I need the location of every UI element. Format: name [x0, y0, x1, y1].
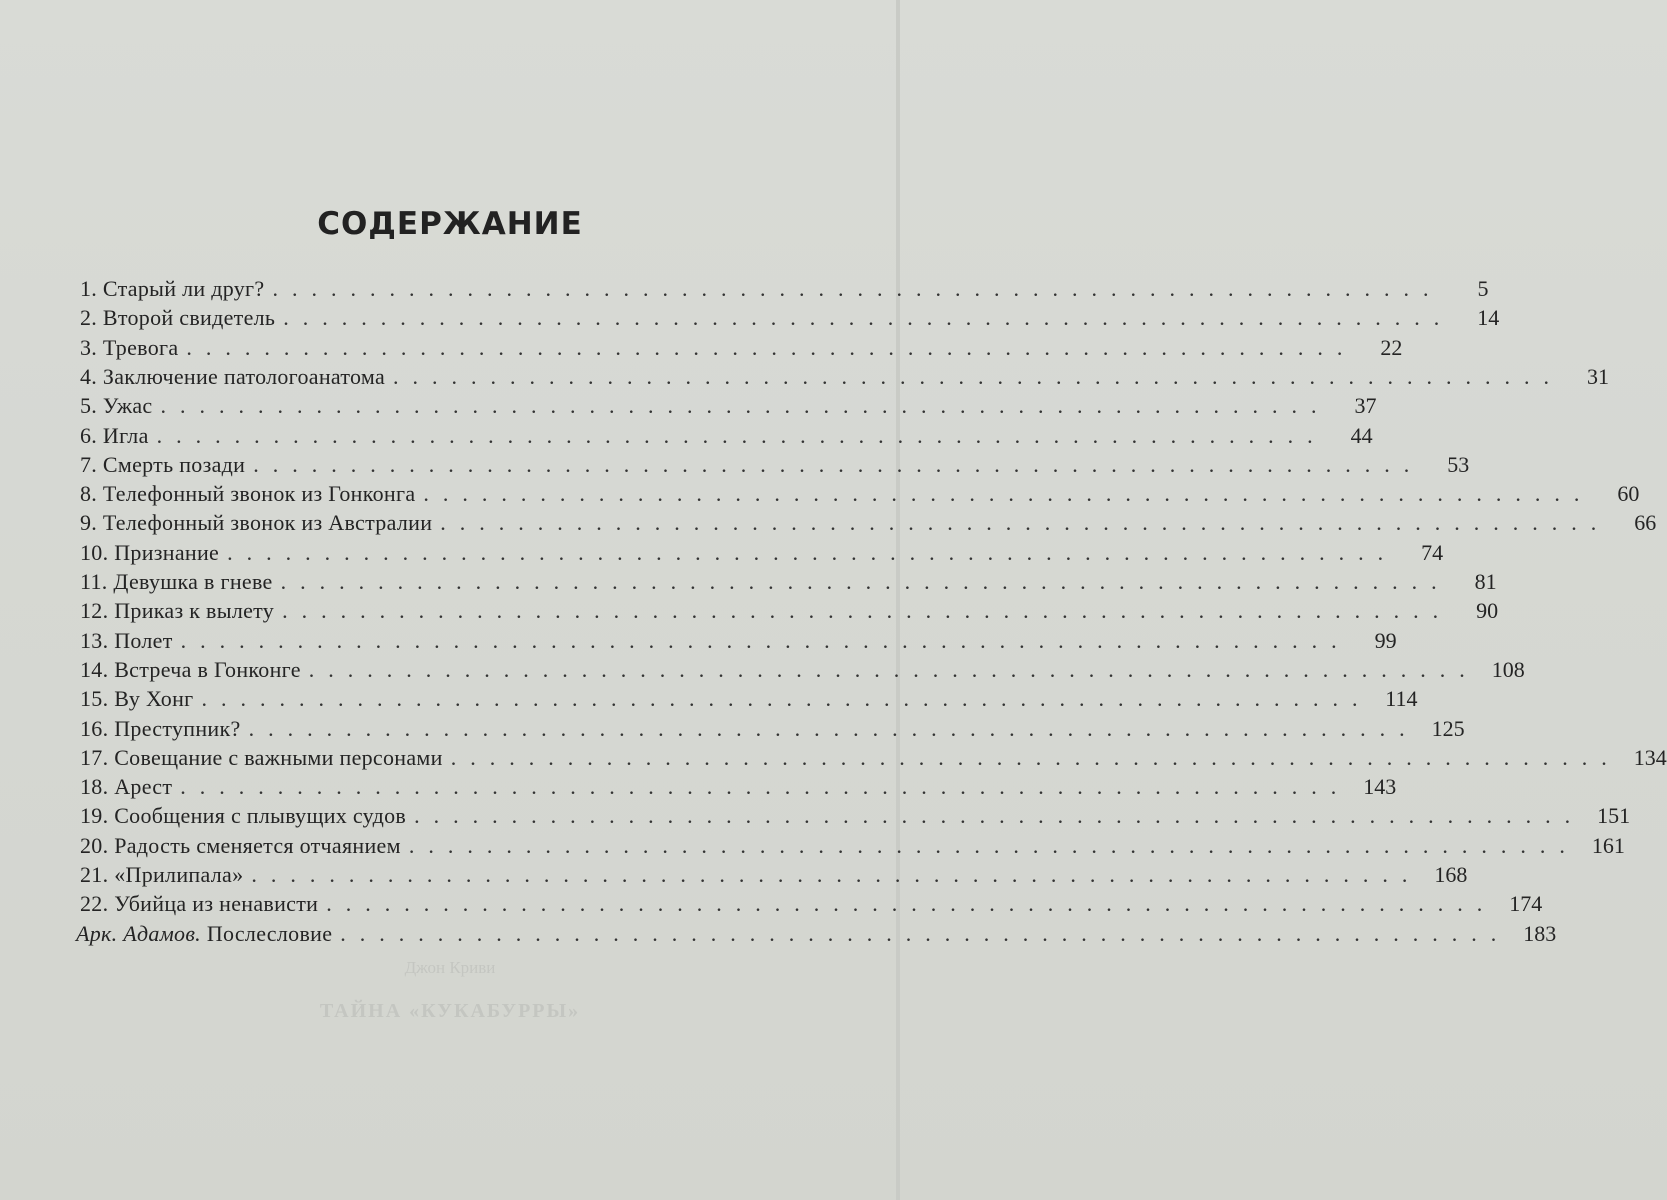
toc-entry-label: 8. Телефонный звонок из Гонконга	[80, 481, 416, 507]
dot-leader: ............................................................	[251, 862, 1422, 887]
toc-entry-page-number: 66	[1634, 510, 1657, 536]
toc-entry	[80, 684, 1418, 713]
toc-entry-label: 19. Сообщения с плывущих судов	[80, 803, 407, 829]
toc-entry	[80, 479, 1640, 508]
toc-entry-page-number: 134	[1633, 744, 1667, 770]
toc-entry-page-number: 90	[1476, 598, 1499, 624]
toc-entry-label: 2. Второй свидетель	[80, 305, 276, 331]
dot-leader: ............................................................	[414, 803, 1585, 829]
dot-leader: ............................................................	[440, 510, 1611, 536]
toc-entry-label: 11. Девушка в гневе	[80, 569, 273, 594]
toc-entry	[80, 655, 1525, 684]
dot-leader: ............................................................	[308, 656, 1479, 682]
dot-leader: ............................................................	[393, 363, 1564, 389]
toc-entry-page-number: 60	[1617, 481, 1640, 507]
toc-entry	[80, 801, 1631, 830]
dot-leader: ............................................................	[408, 832, 1579, 858]
dot-leader: ............................................................	[423, 481, 1594, 507]
toc-entry-page-number: 125	[1431, 715, 1465, 741]
toc-entry	[80, 626, 1397, 655]
toc-entry-page-number: 14	[1477, 305, 1500, 331]
dot-leader: ............................................................	[282, 598, 1453, 624]
page-title: СОДЕРЖАНИЕ	[317, 206, 583, 242]
toc-entry-page-number: 174	[1509, 891, 1543, 917]
toc-entry-page-number: 22	[1380, 334, 1403, 360]
dot-leader: ............................................................	[160, 393, 1331, 419]
toc-entry-label: 9. Телефонный звонок из Австралии	[80, 510, 433, 536]
dot-leader: ............................................................	[201, 686, 1372, 712]
toc-entry	[80, 274, 1489, 303]
toc-entry-label: 1. Старый ли друг?	[80, 276, 265, 301]
afterword-author: Арк. Адамов.	[76, 920, 201, 946]
toc-entry-label: 7. Смерть позади	[80, 451, 246, 477]
toc-entry-page-number: 81	[1474, 569, 1497, 594]
toc-entry-label: 20. Радость сменяется отчаянием	[80, 832, 401, 858]
toc-entry-label: 13. Полет	[80, 627, 173, 653]
toc-entry-label: 10. Признание	[80, 539, 220, 565]
toc-entry	[80, 391, 1377, 420]
dot-leader: ............................................................	[272, 276, 1443, 301]
toc-entry	[80, 362, 1610, 391]
toc-entry-label: 16. Преступник?	[80, 715, 241, 741]
toc-entry-label: 17. Совещание с важными персонами	[80, 744, 443, 770]
dot-leader: ............................................................	[156, 422, 1327, 448]
dot-leader: ............................................................	[283, 305, 1454, 331]
toc-entry-page-number: 31	[1587, 363, 1610, 389]
toc-entry-page-number: 99	[1374, 627, 1397, 653]
toc-entry-page-number: 161	[1591, 832, 1625, 858]
toc-entry-page-number: 44	[1350, 422, 1373, 448]
toc-entry	[80, 831, 1625, 860]
bleed-through-title: ТАЙНА «КУКАБУРРЫ»	[319, 1000, 581, 1022]
toc-entry-label: 15. Ву Хонг	[80, 686, 194, 712]
toc-entry-label: 4. Заключение патологоанатома	[80, 363, 386, 389]
toc-entry-page-number: 151	[1597, 803, 1631, 829]
afterword-label: Послесловие	[206, 920, 333, 946]
toc-entry-page-number: 37	[1354, 393, 1377, 419]
toc-entry-page-number: 5	[1477, 276, 1489, 301]
dot-leader: ............................................................	[186, 334, 1357, 360]
toc-entry-label: 18. Арест	[80, 774, 173, 800]
toc-entry-label: 12. Приказ к вылету	[80, 598, 275, 624]
dot-leader: ............................................................	[340, 920, 1511, 946]
toc-entry	[80, 333, 1403, 362]
dot-leader: ............................................................	[248, 715, 1419, 741]
toc-entry-page-number: 74	[1421, 539, 1444, 565]
toc-entry-page-number: 114	[1385, 686, 1418, 712]
toc-entry	[80, 450, 1470, 479]
afterword-page-number: 183	[1523, 920, 1557, 946]
toc-entry	[80, 596, 1499, 625]
dot-leader: ............................................................	[227, 539, 1398, 565]
toc-entry	[80, 772, 1397, 801]
toc-entry-page-number: 143	[1363, 774, 1397, 800]
toc-entry	[80, 303, 1500, 332]
toc-entry-label: 21. «Прилипала»	[80, 862, 244, 887]
toc-entry	[80, 508, 1657, 537]
dot-leader: ............................................................	[326, 891, 1497, 917]
toc-afterword-entry	[76, 919, 1557, 948]
toc-entry	[80, 714, 1465, 743]
toc-entry-label: 6. Игла	[80, 422, 149, 448]
toc-entry	[80, 889, 1543, 918]
toc-entry-label: 14. Встреча в Гонконге	[80, 656, 301, 682]
dot-leader: ............................................................	[180, 627, 1351, 653]
toc-entry-label: 3. Тревога	[80, 334, 179, 360]
toc-entry-page-number: 53	[1447, 451, 1470, 477]
toc-entry-page-number: 168	[1434, 862, 1468, 887]
toc-entry-label: 22. Убийца из ненависти	[80, 891, 319, 917]
toc-entry	[80, 421, 1373, 450]
dot-leader: ............................................................	[180, 774, 1351, 800]
dot-leader: ............................................................	[450, 744, 1621, 770]
toc-entry	[80, 567, 1497, 596]
toc-entry	[80, 860, 1468, 889]
dot-leader: ............................................................	[280, 569, 1451, 594]
toc-entry-page-number: 108	[1491, 656, 1525, 682]
bleed-through-author: Джон Криви	[404, 958, 496, 977]
dot-leader: ............................................................	[253, 451, 1424, 477]
toc-entry-label: 5. Ужас	[80, 393, 153, 419]
toc-entry	[80, 538, 1444, 567]
toc-entry	[80, 743, 1667, 772]
